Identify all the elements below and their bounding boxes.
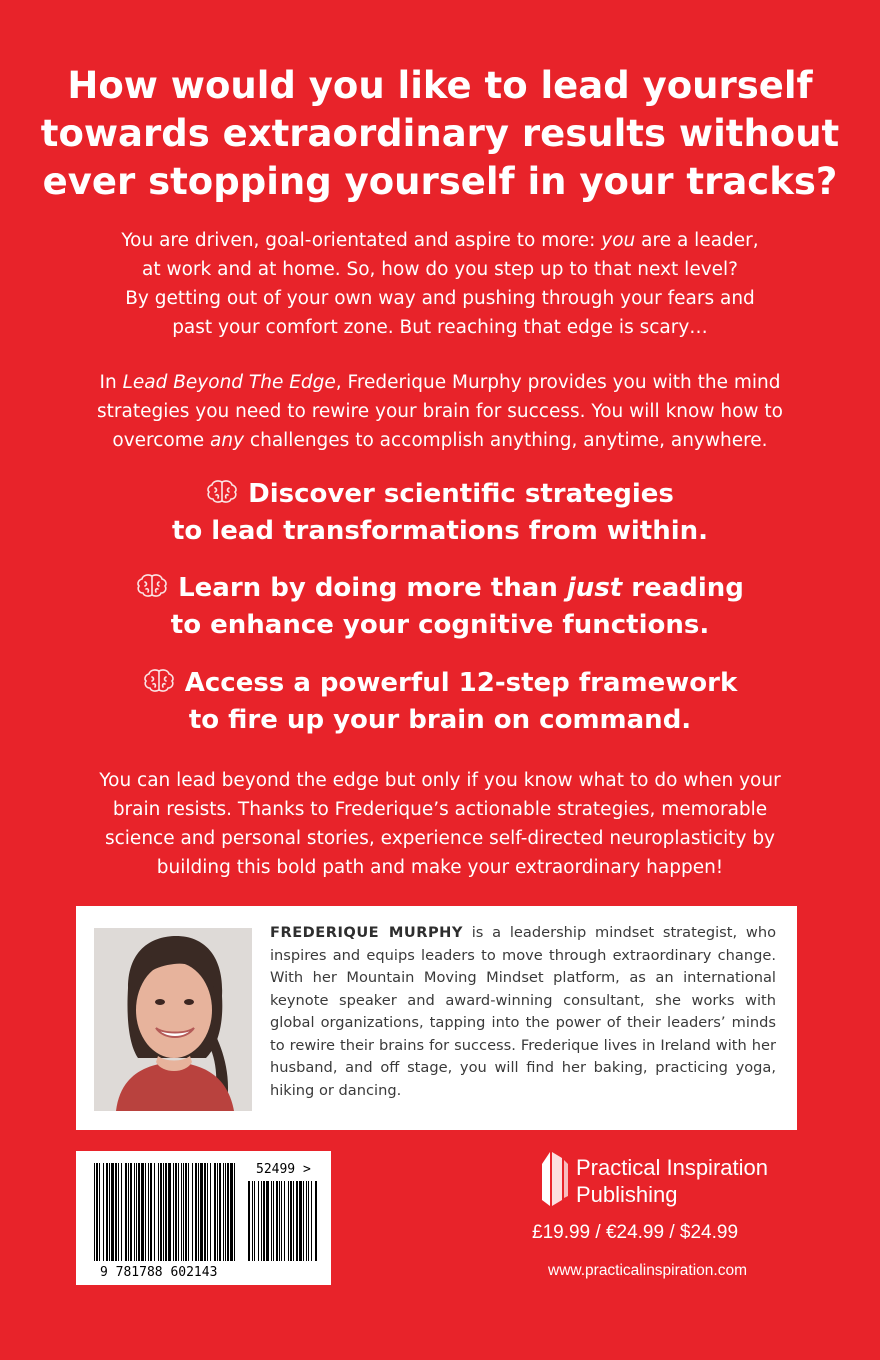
barcode-bar <box>214 1163 216 1261</box>
closing-text: brain resists. Thanks to Frederique’s actionable strategies, memorable <box>112 799 768 820</box>
barcode-bar <box>121 1163 122 1261</box>
bullet-item <box>60 476 820 550</box>
barcode-addon-bar <box>279 1181 280 1261</box>
barcode-addon-bar <box>261 1181 262 1261</box>
publisher-name <box>576 1154 768 1208</box>
barcode-bar <box>198 1163 199 1261</box>
barcode-bar <box>118 1163 119 1261</box>
barcode-bar <box>138 1163 140 1261</box>
brain-icon <box>136 573 168 599</box>
barcode-bar <box>94 1163 95 1261</box>
barcode-bar <box>141 1163 144 1261</box>
intro-text: at work and at home. So, how do you step up to that next level? <box>141 259 738 280</box>
barcode-bar <box>96 1163 98 1261</box>
intro-text: past your comfort zone. But reaching that edge is scary… <box>172 317 708 338</box>
barcode-bar <box>192 1163 193 1261</box>
barcode-bar <box>154 1163 155 1261</box>
bullet-headline: Discover scientific strategies <box>248 479 674 509</box>
publisher-name-line-2: Publishing <box>576 1182 678 1207</box>
book-title: Lead Beyond The Edge <box>122 372 336 393</box>
barcode-addon-bar <box>311 1181 312 1261</box>
barcode-bar <box>111 1163 114 1261</box>
bullet-subline: to lead transformations from within. <box>171 516 709 546</box>
price-code: 52499 > <box>256 1162 311 1177</box>
barcode-addon-bar <box>271 1181 272 1261</box>
barcode-addon-bar <box>306 1181 307 1261</box>
barcode-bar <box>219 1163 221 1261</box>
barcode-bar <box>230 1163 233 1261</box>
headline-line-2: towards extraordinary results without <box>40 112 840 155</box>
barcode-addon-bar <box>252 1181 253 1261</box>
barcode-bar <box>185 1163 187 1261</box>
barcode-bar <box>181 1163 182 1261</box>
barcode-bar <box>145 1163 146 1261</box>
barcode-addon-bar <box>290 1181 292 1261</box>
barcode-bar <box>168 1163 171 1261</box>
price: £19.99 / €24.99 / $24.99 <box>532 1222 739 1243</box>
barcode-bar <box>99 1163 100 1261</box>
barcode-addon-bar <box>276 1181 278 1261</box>
publisher-logo <box>540 1150 810 1210</box>
closing-paragraph <box>40 766 840 882</box>
barcode-addon-bar <box>288 1181 289 1261</box>
author-portrait <box>94 928 252 1111</box>
barcode-bar <box>103 1163 104 1261</box>
barcode-bar <box>234 1163 235 1261</box>
closing-text: building this bold path and make your extraordinary happen! <box>156 857 724 878</box>
summary-emphasis: any <box>210 430 245 451</box>
barcode-bar <box>128 1163 129 1261</box>
barcode-bar <box>160 1163 162 1261</box>
headline-line-3: ever stopping yourself in your tracks? <box>42 160 838 203</box>
closing-text: You can lead beyond the edge but only if you know what to do when your <box>99 770 781 791</box>
barcode-bar <box>150 1163 152 1261</box>
barcode-addon-bar <box>248 1181 250 1261</box>
summary-text: challenges to accomplish anything, anytime, anywhere. <box>244 430 768 451</box>
barcode-addon-bar <box>299 1181 302 1261</box>
barcode-bar <box>109 1163 110 1261</box>
barcode-bar <box>210 1163 211 1261</box>
barcode-bar <box>195 1163 197 1261</box>
barcode-bar <box>115 1163 117 1261</box>
intro-text: are a leader, <box>635 230 759 251</box>
barcode-bar <box>183 1163 184 1261</box>
intro-paragraph <box>40 226 840 342</box>
barcode-bar <box>225 1163 226 1261</box>
brain-icon <box>206 479 238 505</box>
author-box <box>76 906 797 1130</box>
barcode-addon-bar <box>296 1181 298 1261</box>
summary-text: In <box>99 372 123 393</box>
intro-emphasis: you <box>601 230 636 251</box>
barcode <box>76 1151 331 1285</box>
bullet-headline: reading <box>622 573 744 603</box>
barcode-bar <box>130 1163 132 1261</box>
summary-text: overcome <box>112 430 211 451</box>
bullet-item <box>60 665 820 739</box>
barcode-bar <box>223 1163 224 1261</box>
barcode-addon-bar <box>273 1181 274 1261</box>
publisher-name-line-1: Practical Inspiration <box>576 1155 768 1180</box>
author-photo <box>94 928 252 1111</box>
barcode-addon-bar <box>281 1181 282 1261</box>
headline-line-1: How would you like to lead yourself <box>67 64 813 107</box>
barcode-bar <box>165 1163 167 1261</box>
website-url: www.practicalinspiration.com <box>548 1262 747 1279</box>
bullet-headline: Access a powerful 12-step framework <box>184 668 738 698</box>
headline <box>40 62 840 206</box>
barcode-bar <box>125 1163 127 1261</box>
barcode-bar <box>134 1163 135 1261</box>
barcode-bar <box>148 1163 149 1261</box>
intro-text: You are driven, goal-orientated and aspire to more: <box>121 230 602 251</box>
barcode-bar <box>173 1163 174 1261</box>
barcode-bar <box>106 1163 108 1261</box>
intro-text: By getting out of your own way and pushing through your fears and <box>125 288 755 309</box>
barcode-graphic <box>76 1151 331 1285</box>
barcode-bar <box>204 1163 206 1261</box>
closing-text: science and personal stories, experience self-directed neuroplasticity by <box>104 828 776 849</box>
barcode-bar <box>188 1163 189 1261</box>
bullet-item <box>60 570 820 644</box>
author-name: FREDERIQUE MURPHY <box>270 924 463 941</box>
barcode-bar <box>200 1163 203 1261</box>
barcode-addon-bar <box>315 1181 317 1261</box>
barcode-addon-bar <box>308 1181 309 1261</box>
publisher-icon <box>540 1150 570 1208</box>
bullet-subline: to enhance your cognitive functions. <box>170 610 710 640</box>
isbn-number: 9 781788 602143 <box>100 1265 218 1280</box>
barcode-bar <box>217 1163 218 1261</box>
summary-text: strategies you need to rewire your brain for success. You will know how to <box>97 401 783 422</box>
barcode-bar <box>163 1163 164 1261</box>
bullet-headline: Learn by doing more than <box>178 573 567 603</box>
barcode-bar <box>207 1163 208 1261</box>
barcode-addon-bar <box>303 1181 304 1261</box>
author-bio-text: is a leadership mindset strategist, who inspires and equips leaders to move through extraordinary change. With her Mountain Moving Mindset platform, as an international keynote speaker and award-winning consultant, she works with global organizations, tapping into the power of their leaders’ minds to rewire their brains for success. Frederique lives in Ireland with her husband, and off stage, you will find her baking, practicing yoga, hiking or dancing. <box>270 924 776 1099</box>
barcode-addon-bar <box>263 1181 265 1261</box>
summary-paragraph <box>40 368 840 455</box>
summary-text: , Frederique Murphy provides you with the mind <box>335 372 781 393</box>
author-bio <box>270 922 776 1102</box>
bullet-subline: to fire up your brain on command. <box>188 705 692 735</box>
barcode-addon-bar <box>293 1181 294 1261</box>
barcode-bar <box>175 1163 177 1261</box>
barcode-bar <box>136 1163 137 1261</box>
barcode-addon-bar <box>284 1181 285 1261</box>
barcode-addon-bar <box>258 1181 259 1261</box>
barcode-bar <box>178 1163 179 1261</box>
brain-icon <box>143 668 175 694</box>
barcode-addon-bar <box>266 1181 269 1261</box>
barcode-addon-bar <box>254 1181 255 1261</box>
barcode-bar <box>227 1163 229 1261</box>
bullet-emphasis: just <box>566 573 623 603</box>
barcode-bar <box>158 1163 159 1261</box>
